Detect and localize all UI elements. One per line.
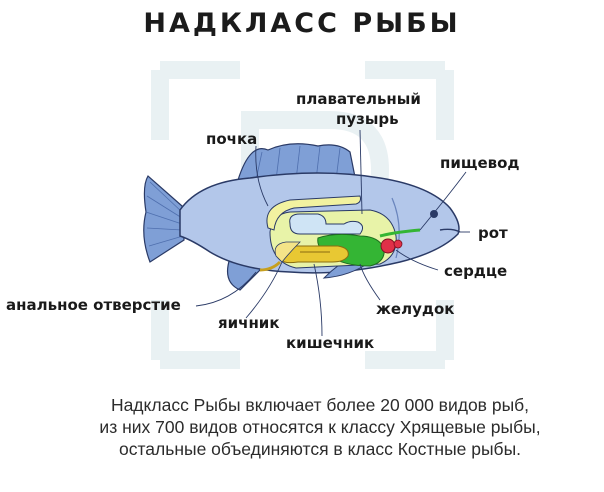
- heart: [381, 239, 395, 253]
- caption-line-3: остальные объединяются в класс Костные рыбы.: [118, 439, 522, 459]
- caption-line-2: из них 700 видов относятся к классу Хрящевые рыбы,: [99, 417, 541, 437]
- label-swim-bladder-line2: пузырь: [336, 110, 399, 128]
- caption-line-1: Надкласс Рыбы включает более 20 000 видов рыб,: [110, 395, 530, 415]
- label-heart: сердце: [444, 262, 508, 280]
- label-anus: анальное отверстие: [6, 296, 181, 314]
- label-stomach: желудок: [376, 300, 455, 318]
- label-swim-bladder-line1: плавательный: [296, 90, 421, 108]
- tail-fin: [144, 176, 184, 262]
- caption: [40, 394, 600, 460]
- label-esophagus: пищевод: [440, 154, 520, 172]
- label-kidney: почка: [206, 130, 258, 148]
- label-mouth: рот: [478, 224, 508, 242]
- label-intestine: кишечник: [286, 334, 375, 352]
- label-ovary: яичник: [218, 314, 280, 332]
- page-title: НАДКЛАСС РЫБЫ: [143, 8, 461, 39]
